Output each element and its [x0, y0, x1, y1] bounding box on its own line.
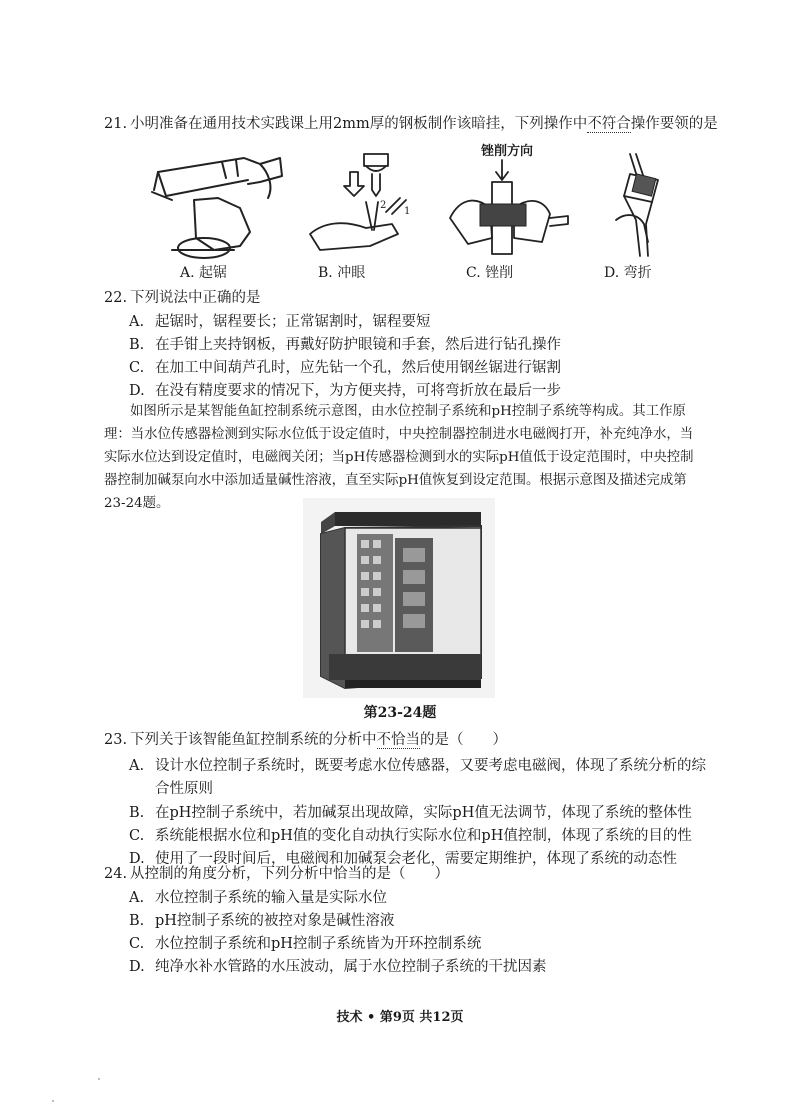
figure-caption-b: B. 冲眼: [318, 265, 366, 281]
option-label: A.: [129, 314, 145, 330]
option-label: D.: [129, 959, 145, 975]
option-text: 在手钳上夹持钢板，再戴好防护眼镜和手套，然后进行钻孔操作: [155, 337, 561, 353]
question-stem: 下列说法中正确的是: [130, 290, 261, 306]
aquarium-figure: [303, 498, 495, 698]
option-d: [129, 379, 561, 400]
emphasis-text: 不恰当: [376, 732, 420, 748]
question-stem: 下列关于该智能鱼缸控制系统的分析中: [130, 732, 377, 748]
figure-b-number: 2: [380, 200, 387, 211]
option-text: 系统能根据水位和pH值的变化自动执行实际水位和pH值控制，体现了系统的目的性: [155, 828, 692, 844]
figure-caption: 第23-24题: [363, 705, 437, 721]
option-label: D.: [129, 383, 145, 399]
option-text: 在没有精度要求的情况下，为方便夹持，可将弯折放在最后一步: [155, 383, 561, 399]
option-label: C.: [129, 360, 145, 376]
option-label: B.: [129, 913, 145, 929]
option-text: 水位控制子系统和pH控制子系统皆为开环控制系统: [155, 936, 482, 952]
filing-direction-label: 锉削方向: [480, 144, 533, 159]
question-stem-end: 操作要领的是: [630, 116, 718, 132]
option-c: [129, 356, 561, 377]
option-text: 在pH控制子系统中，若加碱泵出现故障，实际pH值无法调节，体现了系统的整体性: [155, 805, 692, 821]
option-a: [129, 754, 706, 775]
option-text: 在加工中间葫芦孔时，应先钻一个孔，然后使用钢丝锯进行锯割: [155, 360, 561, 376]
option-label: A.: [129, 890, 145, 906]
option-d: [129, 955, 547, 976]
option-label: B.: [129, 805, 145, 821]
figure-caption-a: A. 起锯: [180, 265, 228, 281]
question-number: 22.: [104, 290, 128, 306]
question-number: 24.: [104, 866, 128, 882]
figure-filing: [446, 158, 572, 262]
question-21: [104, 112, 718, 133]
option-label: A.: [129, 758, 145, 774]
question-23: [104, 728, 507, 749]
question-stem: 从控制的角度分析，下列分析中恰当的是（ ）: [130, 866, 449, 882]
figure-punching: [300, 150, 412, 262]
figure-caption-c: C. 锉削: [466, 265, 514, 281]
option-c: [129, 824, 692, 845]
option-a-continued: 合性原则: [155, 781, 213, 797]
option-b: [129, 801, 692, 822]
option-text: 纯净水补水管路的水压波动，属于水位控制子系统的干扰因素: [155, 959, 547, 975]
option-text: 起锯时，锯程要长；正常锯割时，锯程要短: [155, 314, 431, 330]
page-footer: 技术 • 第9页 共12页: [336, 1010, 464, 1025]
question-24: [104, 862, 449, 883]
option-a: [129, 886, 387, 907]
option-text: 水位控制子系统的输入量是实际水位: [155, 890, 387, 906]
option-text: 设计水位控制子系统时，既要考虑水位传感器，又要考虑电磁阀，体现了系统分析的综: [155, 758, 706, 774]
figure-bending: [600, 150, 680, 262]
option-b: [129, 333, 561, 354]
figure-caption-d: D. 弯折: [604, 265, 652, 281]
option-label: C.: [129, 828, 145, 844]
option-c: [129, 932, 481, 953]
figure-sawing: [148, 150, 286, 262]
emphasis-text: 不符合: [587, 116, 631, 132]
question-22: [104, 286, 261, 307]
option-b: [129, 909, 394, 930]
option-text: pH控制子系统的被控对象是碱性溶液: [155, 913, 395, 929]
option-text: 使用了一段时间后，电磁阀和加碱泵会老化，需要定期维护，体现了系统的动态性: [155, 851, 677, 867]
intro-paragraph: 如图所示是某智能鱼缸控制系统示意图，由水位控制子系统和pH控制子系统等构成。其工作原理：当水位传感器检测到实际水位低于设定值时，中央控制器控制进水电磁阀打开，补充纯净水，当实际水位达到设定值时，电磁阀关闭；当pH传感器检测到水的实际pH值低于设定范围时，中央控制器控制加碱泵向水中添加适量碱性溶液，直至实际pH值恢复到设定范围。根据示意图及描述完成第23-24题。: [104, 404, 694, 511]
option-label: B.: [129, 337, 145, 353]
option-label: D.: [129, 851, 145, 867]
option-a: [129, 310, 431, 331]
question-number: 23.: [104, 732, 128, 748]
question-stem: 小明准备在通用技术实践课上用2mm厚的钢板制作该暗挂，下列操作中: [130, 116, 588, 132]
question-stem-end: 的是（ ）: [420, 732, 507, 748]
question-number: 21.: [104, 116, 128, 132]
option-label: C.: [129, 936, 145, 952]
figure-b-number-2: 1: [404, 206, 411, 217]
